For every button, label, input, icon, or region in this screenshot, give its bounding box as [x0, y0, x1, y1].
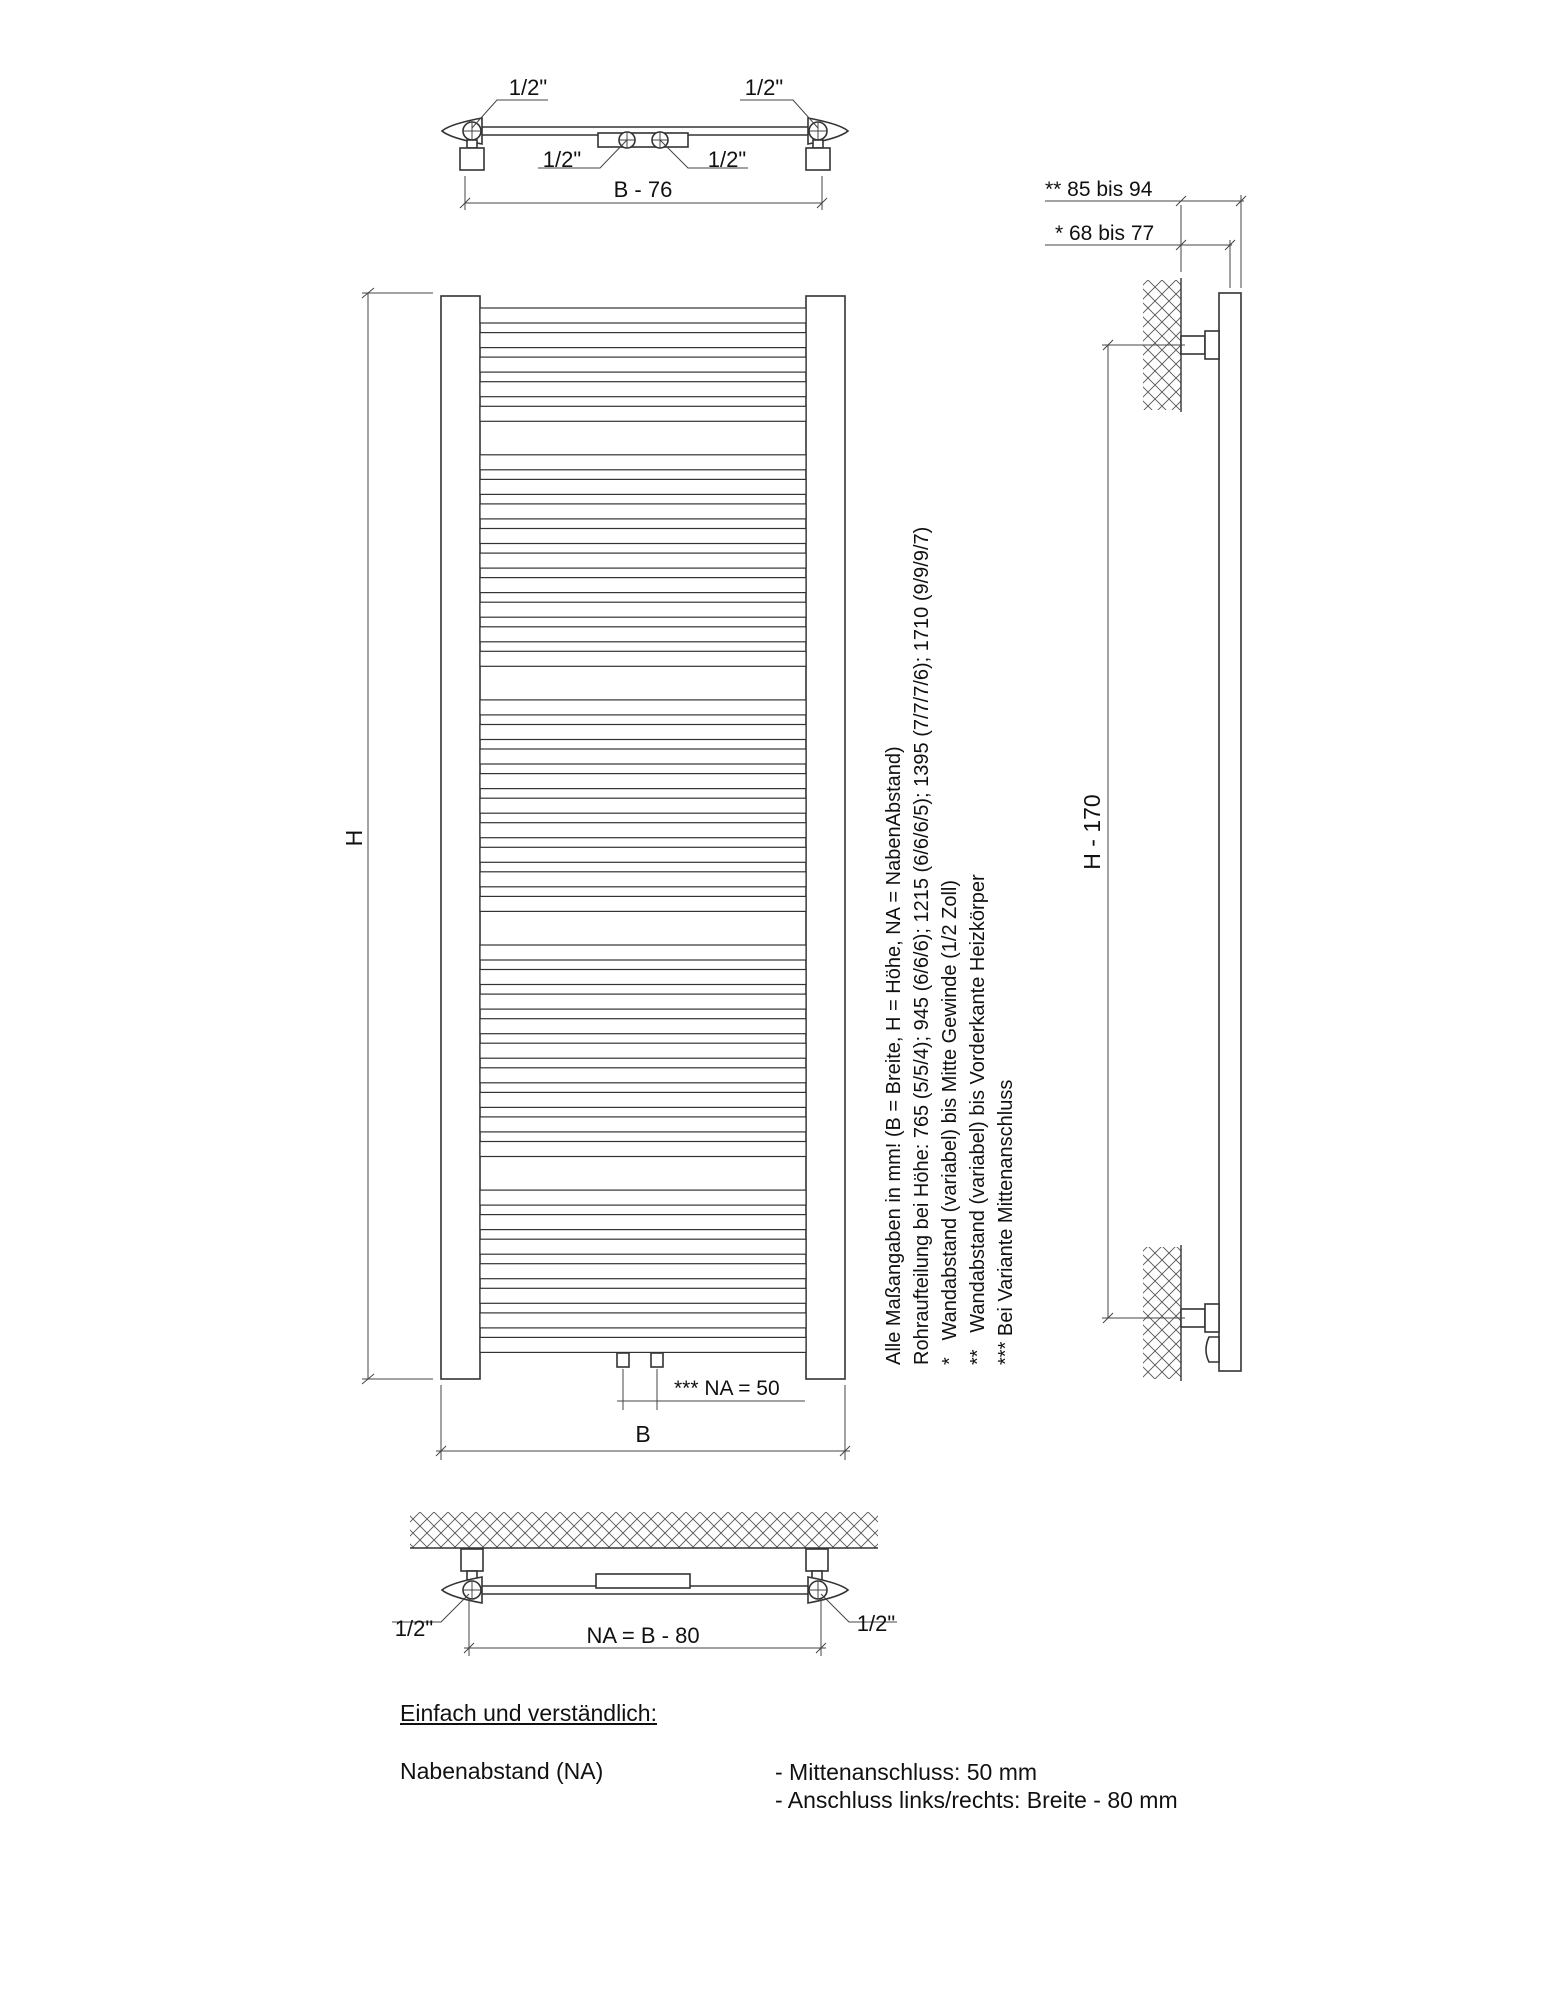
tube-bar: [480, 382, 806, 397]
tube-bar: [480, 774, 806, 789]
tube-bar: [480, 896, 806, 911]
wall-bottom-section: [1143, 1247, 1181, 1379]
tube-bar: [480, 308, 806, 323]
tube-bar: [480, 406, 806, 421]
tube-bar: [480, 1190, 806, 1205]
left-side-column: [441, 296, 480, 1379]
front-width-label: B: [635, 1421, 651, 1447]
footer-item-side: - Anschluss links/rechts: Breite - 80 mm: [775, 1787, 1178, 1813]
tube-bar: [480, 627, 806, 642]
tube-bar: [480, 970, 806, 985]
bottom-valve: [1206, 1337, 1219, 1362]
tube-bar: [480, 529, 806, 544]
tube-bar: [480, 1092, 806, 1107]
top-center-thread-right-label: 1/2": [707, 147, 747, 172]
bottom-thread-right-label: 1/2": [856, 1611, 896, 1636]
tube-bar: [480, 578, 806, 593]
right-side-column: [806, 296, 845, 1379]
front-height-label: H: [341, 829, 367, 847]
tube-bar: [480, 823, 806, 838]
tube-bar: [480, 725, 806, 740]
tube-bar: [480, 1239, 806, 1254]
tube-bar: [480, 1117, 806, 1132]
tube-bar: [480, 1337, 806, 1352]
tube-bar: [480, 504, 806, 519]
tube-bar: [480, 553, 806, 568]
tube-bar: [480, 333, 806, 348]
notes-block: [883, 527, 1017, 1365]
note-line-2: Rohraufteilung bei Höhe: 765 (5/5/4); 945 (6/6/6); 1215 (6/6/6/5); 1395 (7/7/7/6); 1710 (9/9/9/7): [911, 526, 933, 1365]
footer-item-center: - Mittenanschluss: 50 mm: [775, 1759, 1038, 1785]
side-view: [1045, 178, 1246, 1381]
center-pipe-left: [617, 1353, 629, 1367]
tube-bar: [480, 872, 806, 887]
tube-bar: [480, 749, 806, 764]
tube-bar: [480, 1043, 806, 1058]
tube-bar: [480, 651, 806, 666]
tube-bar: [480, 1068, 806, 1083]
wall-distance-min-label: * 68 bis 77: [1055, 222, 1155, 245]
center-connection-block: [598, 133, 688, 147]
top-thread-right-label: 1/2": [744, 75, 784, 100]
note-line-3: * Wandabstand (variabel) bis Mitte Gewinde (1/2 Zoll): [939, 879, 961, 1365]
note-line-1: Alle Maßangaben in mm! (B = Breite, H = Höhe, NA = NabenAbstand): [883, 746, 905, 1365]
tube-bar: [480, 1264, 806, 1279]
bottom-thread-left-label: 1/2": [394, 1616, 434, 1641]
tube-bar: [480, 798, 806, 813]
tube-bar: [480, 357, 806, 372]
tube-bar: [480, 1215, 806, 1230]
top-width-label: B - 76: [613, 177, 673, 202]
top-view: [442, 75, 848, 210]
tube-bar: [480, 1142, 806, 1157]
tube-bar: [480, 602, 806, 617]
bottom-view: [392, 1512, 897, 1656]
footer-title: Einfach und verständlich:: [400, 1700, 657, 1726]
center-pipe-right: [651, 1353, 663, 1367]
top-thread-left-label: 1/2": [508, 75, 548, 100]
tube-bar: [480, 994, 806, 1009]
side-height-label: H - 170: [1079, 794, 1105, 870]
tube-bar: [480, 1288, 806, 1303]
tube-bar: [480, 945, 806, 960]
bottom-na-label: NA = B - 80: [586, 1623, 700, 1648]
top-center-thread-left-label: 1/2": [542, 147, 582, 172]
tube-bar: [480, 1019, 806, 1034]
radiator-side-profile: [1219, 293, 1241, 1371]
bottom-center-block: [596, 1574, 690, 1588]
tube-bar: [480, 455, 806, 470]
tube-bar: [480, 479, 806, 494]
wall-floor-section: [410, 1512, 878, 1548]
tube-bar: [480, 847, 806, 862]
note-line-5: *** Bei Variante Mittenanschluss: [995, 1079, 1017, 1365]
footer-na-label: Nabenabstand (NA): [400, 1758, 604, 1784]
front-view: [341, 288, 850, 1460]
tube-bar: [480, 1313, 806, 1328]
wall-distance-max-label: ** 85 bis 94: [1045, 178, 1153, 201]
front-na-label: *** NA = 50: [674, 1377, 780, 1400]
tube-bar: [480, 700, 806, 715]
note-line-4: ** Wandabstand (variabel) bis Vorderkante Heizkörper: [967, 874, 989, 1365]
footer-na-list: [775, 1758, 1178, 1814]
tube-bars: [480, 308, 806, 1352]
